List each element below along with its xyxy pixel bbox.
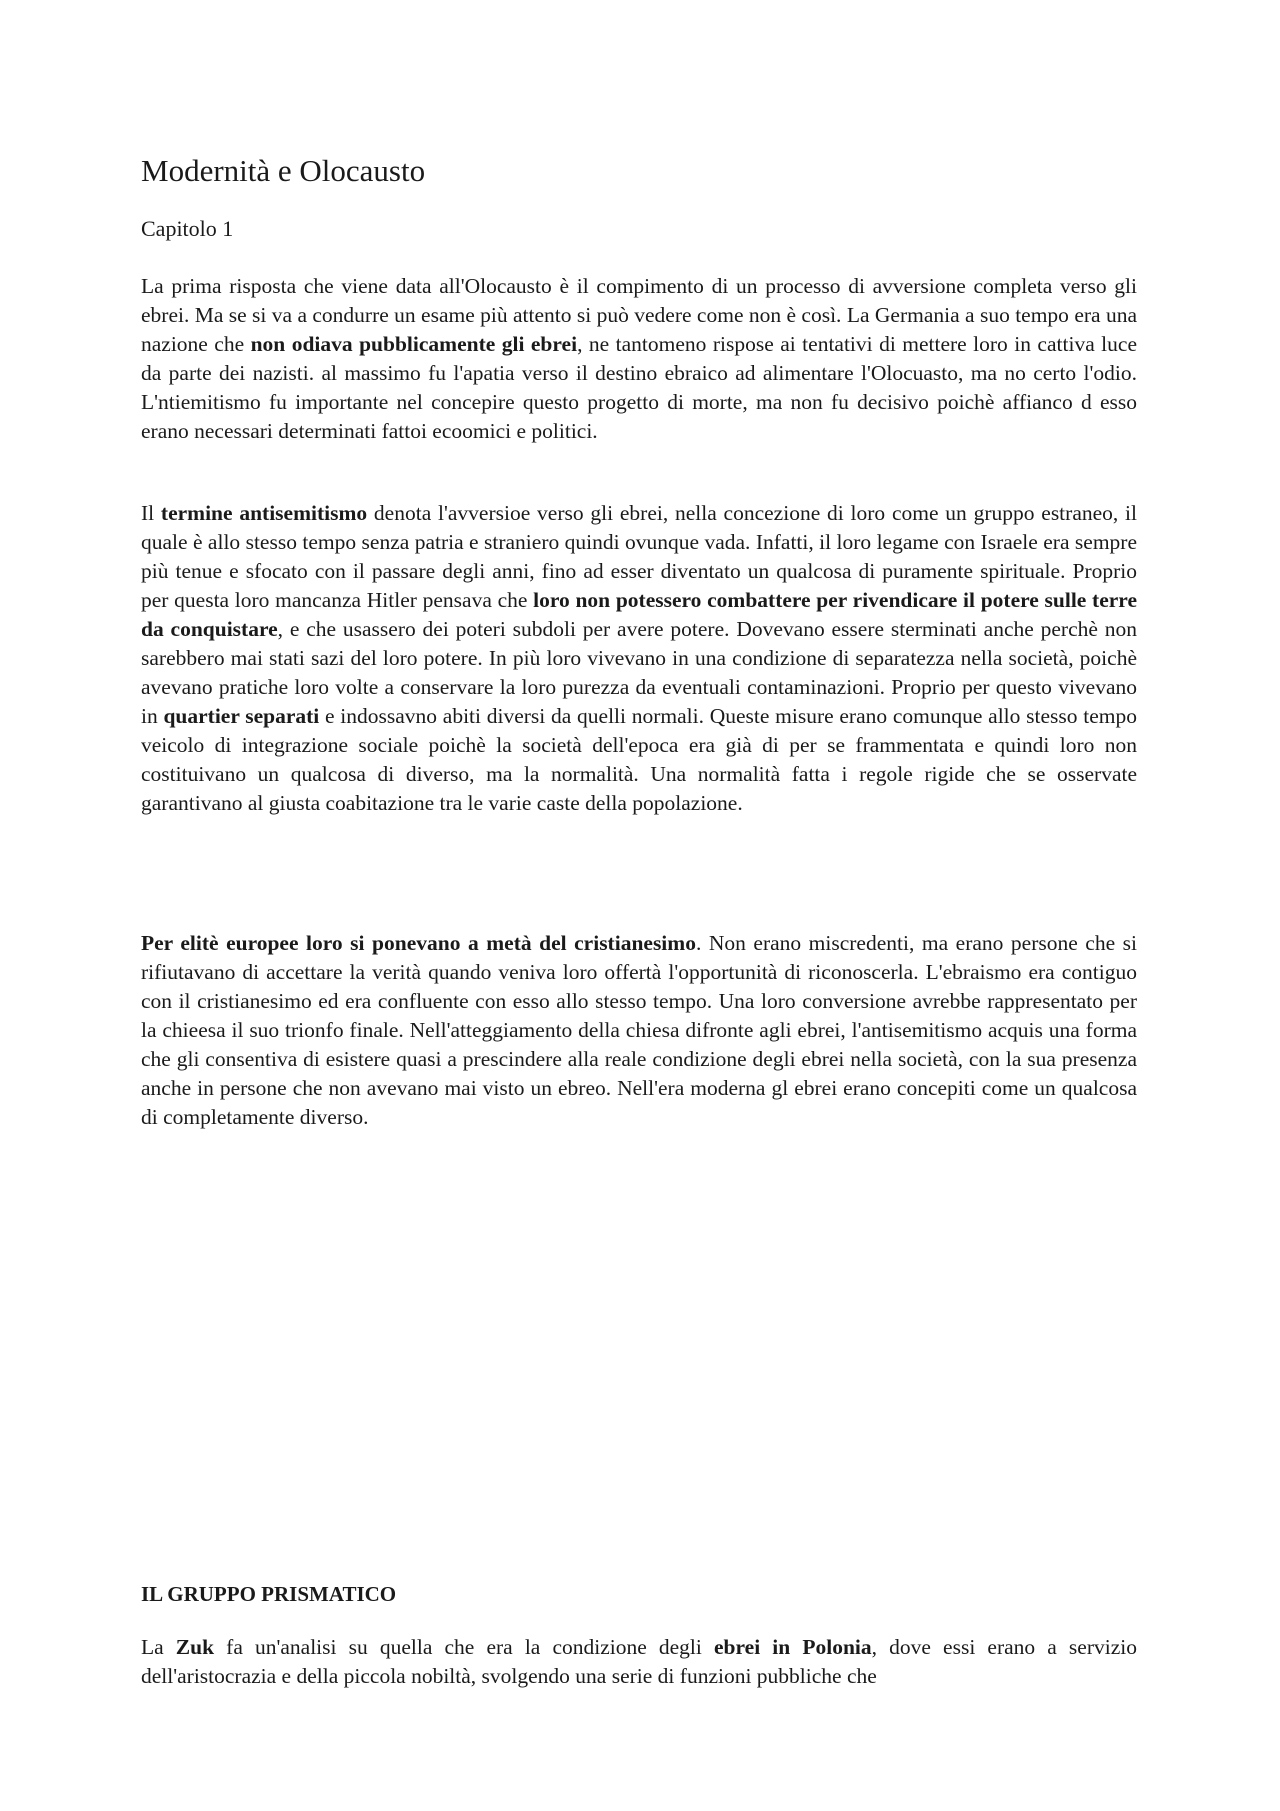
section-heading: IL GRUPPO PRISMATICO bbox=[141, 1582, 397, 1606]
bold-phrase: loro non potessero combattere per rivendicare il potere sulle terre da conquistare bbox=[141, 588, 1137, 641]
text-run: Il bbox=[141, 501, 161, 525]
text-run: , dove essi erano a servizio dell'aristocrazia e della piccola nobiltà, svolgendo una serie di funzioni pubbliche che bbox=[141, 1635, 1137, 1688]
text-run: La prima risposta che viene data all'Olocausto è il compimento di un processo di avversione completa verso gli ebrei. Ma se si va a condurre un esame più attento si può vedere come non è così. La Germania a suo tempo era una nazione che bbox=[141, 274, 1137, 356]
text-run: denota l'avversioe verso gli ebrei, nella concezione di loro come un gruppo estraneo, il quale è allo stesso tempo senza patria e straniero quindi ovunque vada. Infatti, il loro legame con Israele era sempre più tenue e sfocato con il passare degli anni, fino ad esser diventato un qualcosa di puramente spirituale. Proprio per questa loro mancanza Hitler pensava che bbox=[141, 501, 1138, 612]
paragraph-3 bbox=[141, 929, 1137, 1132]
bold-phrase: non odiava pubblicamente gli ebrei bbox=[250, 332, 578, 356]
bold-phrase: ebrei in Polonia bbox=[714, 1635, 872, 1659]
bold-phrase: Per elitè europee loro si ponevano a metà del cristianesimo bbox=[141, 931, 696, 955]
document-title: Modernità e Olocausto bbox=[141, 153, 426, 188]
paragraph-2 bbox=[141, 499, 1137, 818]
bold-phrase: Zuk bbox=[175, 1635, 215, 1659]
text-run: . Non erano miscredenti, ma erano persone che si rifiutavano di accettare la verità quando veniva loro offertà l'opportunità di riconoscerla. L'ebraismo era contiguo con il cristianesimo ed era confluente con esso allo stesso tempo. Una loro conversione avrebbe rappresentato per la chieesa il suo trionfo finale. Nell'atteggiamento della chiesa difronte agli ebrei, l'antisemitismo acquis una forma che gli consentiva di esistere quasi a prescindere alla reale condizione degli ebrei nella società, con la sua presenza anche in persone che non avevano mai visto un ebreo. Nell'era moderna gl ebrei erano concepiti come un qualcosa di completamente diverso. bbox=[141, 931, 1137, 1129]
chapter-heading: Capitolo 1 bbox=[141, 216, 234, 241]
text-run: , ne tantomeno rispose ai tentativi di mettere loro in cattiva luce da parte dei nazisti. al massimo fu l'apatia verso il destino ebraico ad alimentare l'Olocuasto, ma no certo l'odio. L'ntiemitismo fu importante nel concepire questo progetto di morte, ma non fu decisivo poichè affianco d esso erano necessari determinati fattoi ecoomici e politici. bbox=[141, 332, 1137, 443]
text-run: La bbox=[141, 1635, 176, 1659]
paragraph-4 bbox=[141, 1633, 1137, 1691]
text-run: e indossavno abiti diversi da quelli normali. Queste misure erano comunque allo stesso tempo veicolo di integrazione sociale poichè la società dell'epoca era già di per se frammentata e quindi loro non costituivano un qualcosa di diverso, ma la normalità. Una normalità fatta i regole rigide che se osservate garantivano al giusta coabitazione tra le varie caste della popolazione. bbox=[141, 704, 1137, 815]
text-run: , e che usassero dei poteri subdoli per avere potere. Dovevano essere sterminati anche perchè non sarebbero mai stati sazi del loro potere. In più loro vivevano in una condizione di separatezza nella società, poichè avevano pratiche loro volte a conservare la loro purezza da eventuali contaminazioni. Proprio per questo vivevano in bbox=[141, 617, 1137, 728]
bold-phrase: termine antisemitismo bbox=[160, 501, 368, 525]
text-run: fa un'analisi su quella che era la condizione degli bbox=[214, 1635, 715, 1659]
bold-phrase: quartier separati bbox=[163, 704, 320, 728]
paragraph-1 bbox=[141, 272, 1137, 446]
